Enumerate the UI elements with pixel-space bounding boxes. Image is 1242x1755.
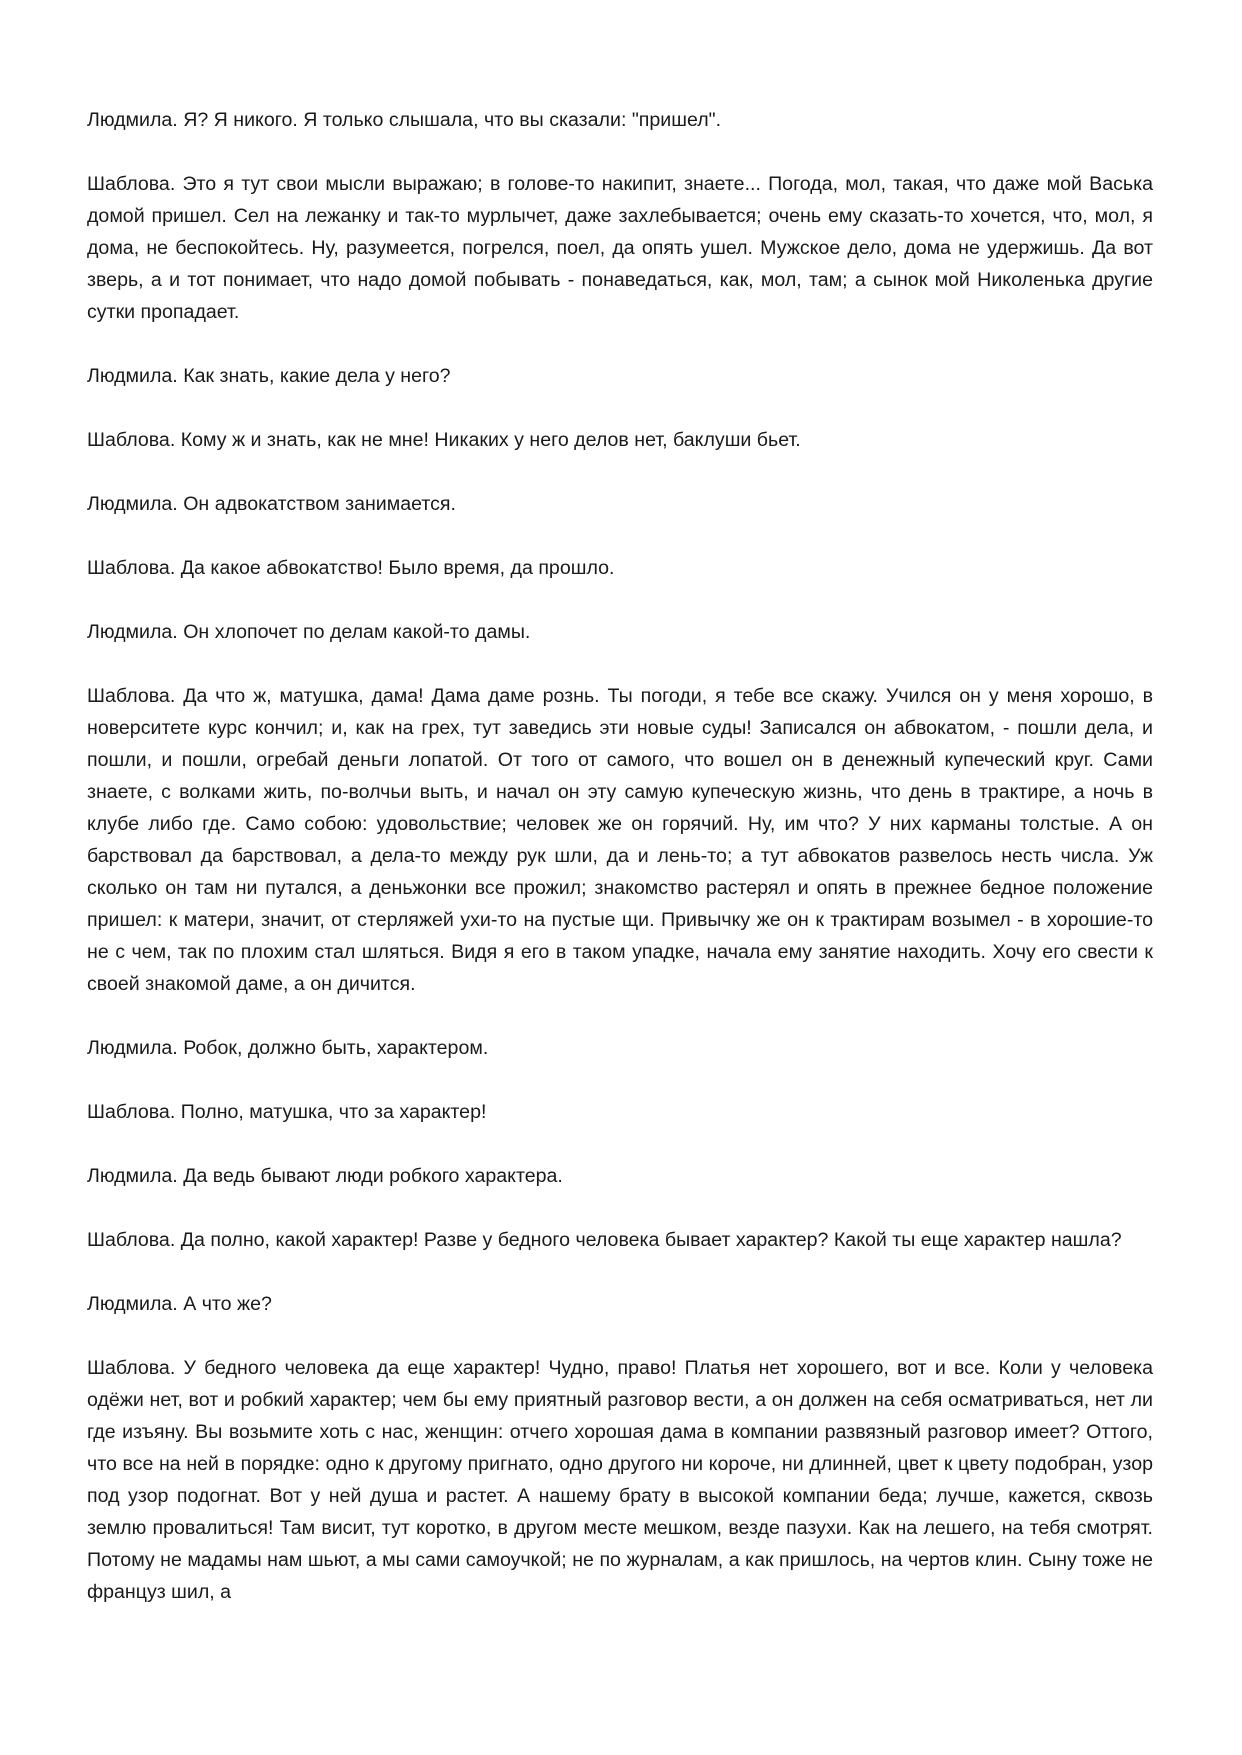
paragraph-shablova-6: Шаблова. Да полно, какой характер! Разве у бедного человека бывает характер? Какой ты еще характер нашла? [87, 1229, 1122, 1251]
paragraph-lyudmila-3: Людмила. Он адвокатством занимается. [87, 493, 456, 515]
paragraph-shablova-7: Шаблова. У бедного человека да еще характер! Чудно, право! Платья нет хорошего, вот и все. Коли у человека одёжи нет, вот и робкий характер; чем бы ему приятный разговор вести, а он должен на себя осматриваться, нет ли где изъяну. Вы возьмите хоть с нас, женщин: отчего хорошая дама в компании развязный разговор имеет? Оттого, что все на ней в порядке: одно к другому пригнато, одно другого ни короче, ни длинней, цвет к цвету подобран, узор под узор подогнат. Вот у ней душа и растет. А нашему брату в высокой компании беда; лучше, кажется, сквозь землю провалиться! Там висит, тут коротко, в другом месте мешком, везде пазухи. Как на лешего, на тебя смотрят. Потому не мадамы нам шьют, а мы сами самоучкой; не по журналам, а как пришлось, на чертов клин. Сыну тоже не француз шил, а [87, 1357, 1153, 1603]
document-page [87, 104, 1153, 1608]
paragraph-shablova-2: Шаблова. Кому ж и знать, как не мне! Никаких у него делов нет, баклуши бьет. [87, 429, 801, 451]
paragraph-shablova-1: Шаблова. Это я тут свои мысли выражаю; в голове-то накипит, знаете... Погода, мол, такая, что даже мой Васька домой пришел. Сел на лежанку и так-то мурлычет, даже захлебывается; очень ему сказать-то хочется, что, мол, я дома, не беспокойтесь. Ну, разумеется, погрелся, поел, да опять ушел. Мужское дело, дома не удержишь. Да вот зверь, а и тот понимает, что надо домой побывать - понаведаться, как, мол, там; а сынок мой Николенька другие сутки пропадает. [87, 173, 1153, 323]
paragraph-shablova-4: Шаблова. Да что ж, матушка, дама! Дама даме рознь. Ты погоди, я тебе все скажу. Учился он у меня хорошо, в новерситете курс кончил; и, как на грех, тут заведись эти новые суды! Записался он абвокатом, - пошли дела, и пошли, и пошли, огребай деньги лопатой. От того от самого, что вошел он в денежный купеческий круг. Сами знаете, с волками жить, по-волчьи выть, и начал он эту самую купеческую жизнь, что день в трактире, а ночь в клубе либо где. Само собою: удовольствие; человек же он горячий. Ну, им что? У них карманы толстые. А он барствовал да барствовал, а дела-то между рук шли, да и лень-то; а тут абвокатов развелось несть числа. Уж сколько он там ни путался, а деньжонки все прожил; знакомство растерял и опять в прежнее бедное положение пришел: к матери, значит, от стерляжей ухи-то на пустые щи. Привычку же он к трактирам возымел - в хорошие-то не с чем, так по плохим стал шляться. Видя я его в таком упадке, начала ему занятие находить. Хочу его свести к своей знакомой даме, а он дичится. [87, 685, 1153, 995]
paragraph-lyudmila-6: Людмила. Да ведь бывают люди робкого характера. [87, 1165, 563, 1187]
paragraph-shablova-3: Шаблова. Да какое абвокатство! Было время, да прошло. [87, 557, 615, 579]
paragraph-lyudmila-4: Людмила. Он хлопочет по делам какой-то дамы. [87, 621, 531, 643]
paragraph-shablova-5: Шаблова. Полно, матушка, что за характер! [87, 1101, 487, 1123]
paragraph-lyudmila-1: Людмила. Я? Я никого. Я только слышала, что вы сказали: "пришел". [87, 109, 722, 131]
paragraph-lyudmila-7: Людмила. А что же? [87, 1293, 272, 1315]
paragraph-lyudmila-2: Людмила. Как знать, какие дела у него? [87, 365, 451, 387]
paragraph-lyudmila-5: Людмила. Робок, должно быть, характером. [87, 1037, 489, 1059]
